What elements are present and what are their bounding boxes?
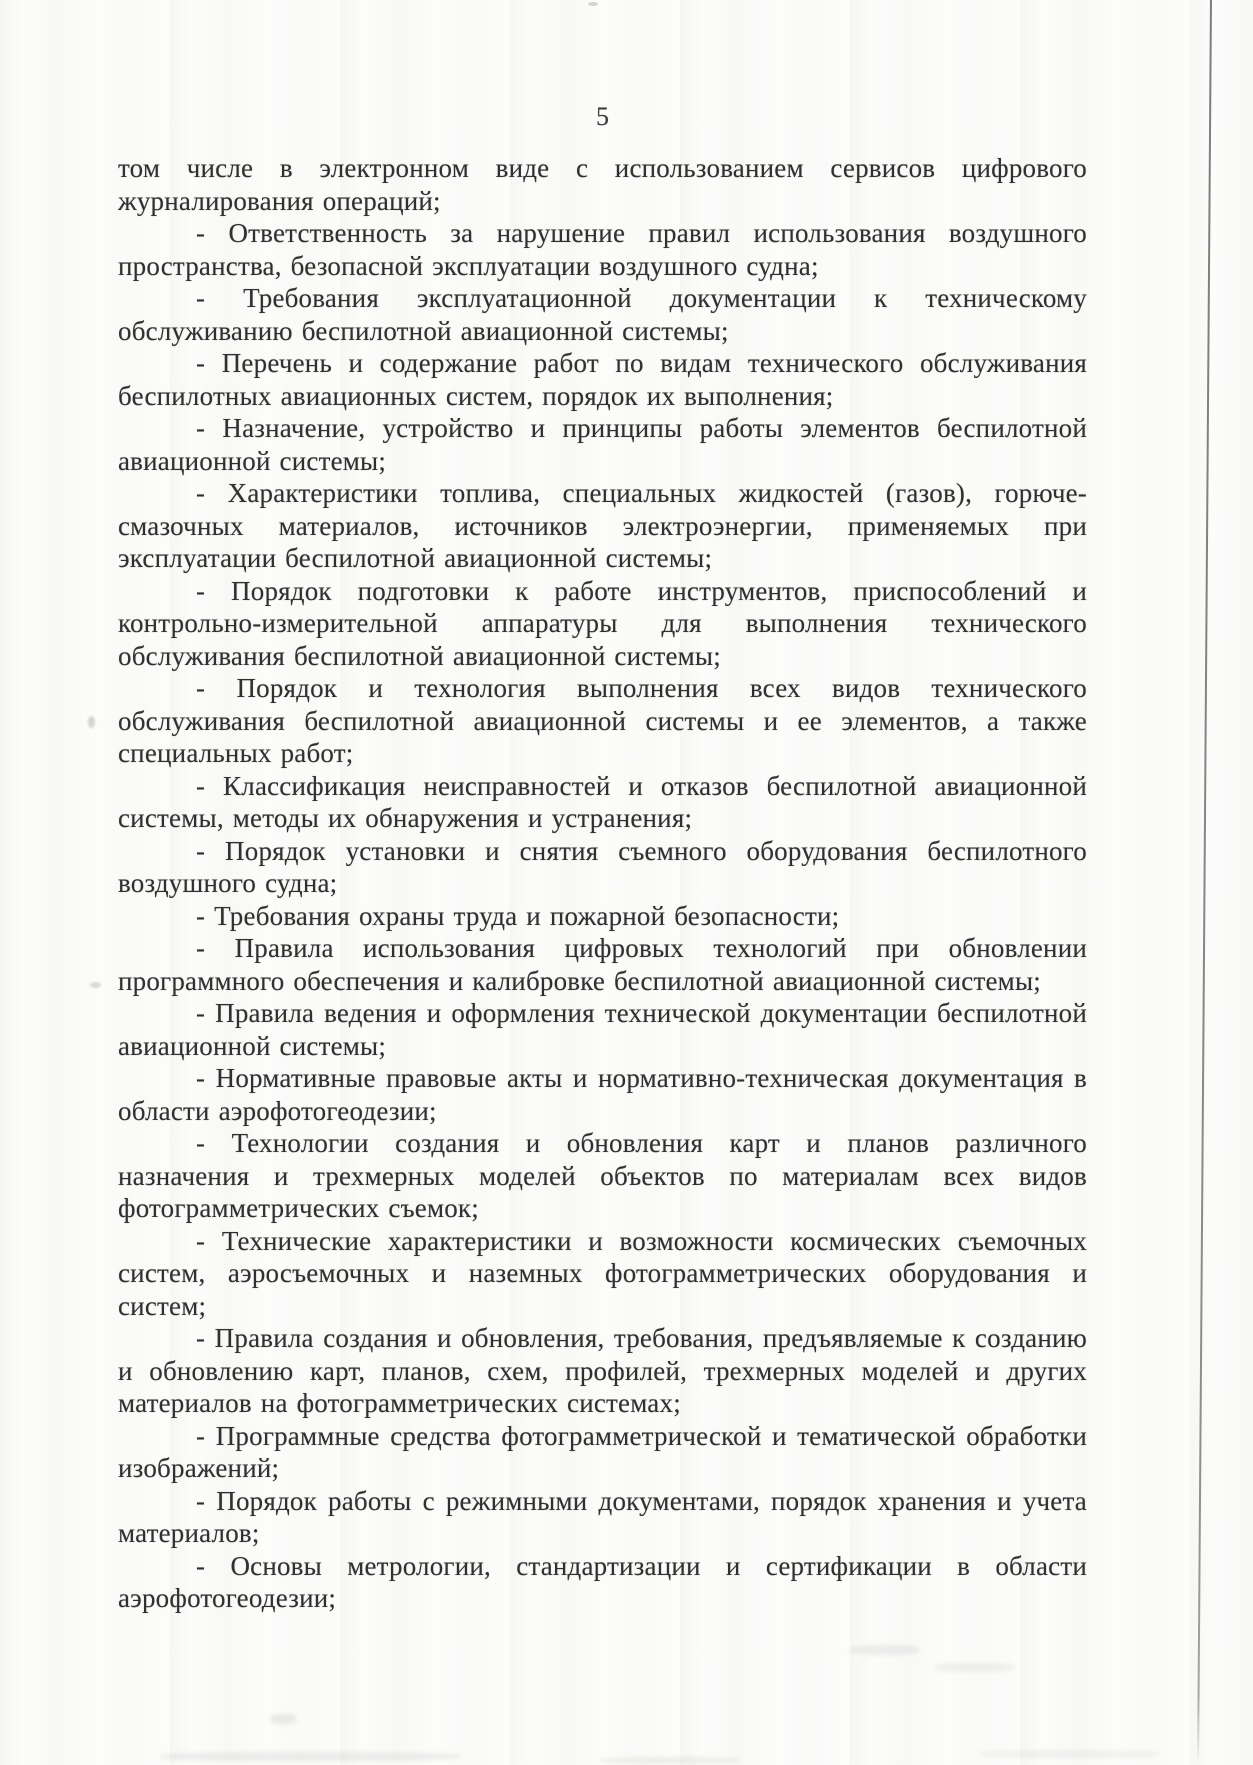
list-item: - Требования эксплуатационной документации к техническому обслуживанию беспилотной авиационной системы;: [118, 283, 1087, 346]
list-item: - Ответственность за нарушение правил использования воздушного пространства, безопасной эксплуатации воздушного судна;: [118, 218, 1087, 281]
list-item: - Порядок работы с режимными документами, порядок хранения и учета материалов;: [118, 1485, 1087, 1548]
list-item: - Порядок и технология выполнения всех видов технического обслуживания беспилотной авиационной системы и ее элементов, а также специальных работ;: [118, 673, 1087, 768]
list-item: - Правила ведения и оформления технической документации беспилотной авиационной системы;: [118, 998, 1087, 1061]
scan-smudge: [600, 1757, 740, 1764]
scan-artifact-vertical-line: [1197, 0, 1212, 1765]
list-item: - Требования охраны труда и пожарной безопасности;: [196, 900, 840, 931]
list-item: - Правила использования цифровых технологий при обновлении программного обеспечения и калибровке беспилотной авиационной системы;: [118, 933, 1087, 996]
list-item: - Программные средства фотограмметрической и тематической обработки изображений;: [118, 1420, 1087, 1483]
list-item: - Правила создания и обновления, требования, предъявляемые к созданию и обновлению карт, планов, схем, профилей, трехмерных моделей и других материалов на фотограмметрических системах;: [118, 1323, 1087, 1418]
scan-smudge: [935, 1663, 1015, 1672]
text-column: [118, 0, 1087, 1615]
list-item: - Назначение, устройство и принципы работы элементов беспилотной авиационной системы;: [118, 413, 1087, 476]
list-item: - Порядок установки и снятия съемного оборудования беспилотного воздушного судна;: [118, 835, 1087, 898]
list-item: - Основы метрологии, стандартизации и сертификации в области аэрофотогеодезии;: [118, 1550, 1087, 1613]
list-item: - Порядок подготовки к работе инструментов, приспособлений и контрольно-измерительной аппаратуры для выполнения технического обслуживания беспилотной авиационной системы;: [118, 575, 1087, 671]
page-number: 5: [596, 102, 609, 131]
paragraph-continuation: том числе в электронном виде с использованием сервисов цифрового журналирования операций;: [118, 153, 1087, 216]
list-item: - Перечень и содержание работ по видам технического обслуживания беспилотных авиационных систем, порядок их выполнения;: [118, 348, 1087, 411]
scan-speck: [88, 716, 95, 728]
document-body: [118, 152, 1087, 1615]
list-item: - Технологии создания и обновления карт и планов различного назначения и трехмерных моделей объектов по материалам всех видов фотограмметрических съемок;: [118, 1128, 1087, 1223]
list-item: - Классификация неисправностей и отказов беспилотной авиационной системы, методы их обнаружения и устранения;: [118, 770, 1087, 833]
scan-smudge: [850, 1645, 920, 1655]
scan-smudge: [980, 1750, 1160, 1758]
scan-smudge: [270, 1714, 296, 1724]
scan-smudge: [160, 1752, 460, 1761]
list-item: - Нормативные правовые акты и нормативно-техническая документация в области аэрофотогеодезии;: [118, 1063, 1087, 1126]
list-item: - Технические характеристики и возможности космических съемочных систем, аэросъемочных и наземных фотограмметрических оборудования и систем;: [118, 1225, 1087, 1321]
scan-speck: [588, 2, 598, 6]
list-item: - Характеристики топлива, специальных жидкостей (газов), горюче-смазочных материалов, источников электроэнергии, применяемых при эксплуатации беспилотной авиационной системы;: [118, 478, 1087, 573]
scan-speck: [90, 982, 101, 988]
